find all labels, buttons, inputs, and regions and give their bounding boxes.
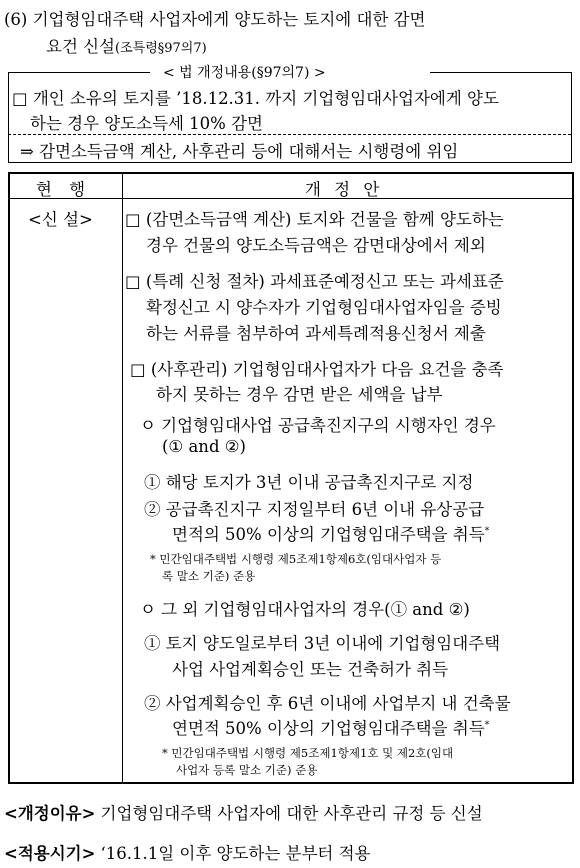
revised-p1-line1: □ (감면소득금액 계산) 토지와 건물을 함께 양도하는 [125,210,504,229]
revised-p2-line3: 하는 서류를 첨부하여 과세특례적용신청서 제출 [146,324,486,343]
column-header-current: 현 행 [36,180,92,199]
revised-p2-line2: 확정신고 시 양수자가 기업형임대사업자임을 증빙 [146,298,502,317]
revised-p3-line1: □ (사후관리) 기업형임대사업자가 다음 요건을 충족 [130,360,504,379]
condition-1-item-1: ① 해당 토지가 3년 이내 공급촉진지구로 지정 [144,473,474,492]
condition-1-note-line2: 록 말소 기준) 준용 [162,569,256,583]
section-subheading [46,33,207,57]
revised-p1-line2: 경우 건물의 양도소득금액은 감면대상에서 제외 [146,236,486,255]
condition-2-note-line1: * 민간임대주택법 시행령 제5조제1항제1호 및 제2호(임대 [162,746,454,760]
column-header-revised: 개 정 안 [305,180,384,199]
amendment-line-3: ⇒ 감면소득금액 계산, 사후관리 등에 대해서는 시행령에 위임 [20,142,459,161]
condition-1-note-line1: * 민간임대주택법 시행령 제5조제1항제6호(임대사업자 등 [150,552,442,566]
revised-p3-line2: 하지 못하는 경우 감면 받은 세액을 납부 [156,385,443,404]
table-column-divider [122,172,123,782]
condition-1-line1: ㅇ 기업형임대사업 공급촉진지구의 시행자인 경우 [140,416,496,435]
condition-2-item-2-line1: ② 사업계획승인 후 6년 이내에 사업부지 내 건축물 [144,694,511,713]
amendment-box-top-left [8,72,150,73]
condition-1-item-2-line2: 면적의 50% 이상의 기업형임대주택을 취득* [172,525,490,544]
revision-reason-label: <개정이유> [4,804,96,823]
amendment-box-title: < 법 개정내용(§97의7) > [163,65,326,81]
application-period-text: ‘16.1.1일 이후 양도하는 분부터 적용 [100,844,371,863]
revised-p2-line1: □ (특례 신청 절차) 과세표준예정신고 또는 과세표준 [125,272,504,291]
table-header-divider [8,198,572,199]
condition-2-note-line2: 사업자 등록 말소 기준) 준용 [176,763,318,777]
amendment-line-1: □ 개인 소유의 토지를 ’18.12.31. 까지 기업형임대사업자에게 양도 [12,89,499,108]
subheading-ref: (조특령§97의7) [115,41,207,56]
revision-reason [4,800,483,824]
condition-2-item-1-line2: 사업 사업계획승인 또는 건축허가 취득 [172,660,449,679]
condition-2-line1: ㅇ 그 외 기업형임대사업자의 경우(① and ②) [140,600,470,619]
condition-1-item-2-text: 면적의 50% 이상의 기업형임대주택을 취득 [172,525,485,544]
subheading-main: 요건 신설 [46,37,116,56]
condition-2-item-1-line1: ① 토지 양도일로부터 3년 이내에 기업형임대주택 [144,634,501,653]
application-period-label: <적용시기> [4,844,96,863]
condition-2-item-2-line2: 연면적 50% 이상의 기업형임대주택을 취득* [172,719,490,738]
condition-1-line2: (① and ②) [162,437,246,456]
application-period [4,840,371,864]
section-heading: (6) 기업형임대주택 사업자에게 양도하는 토지에 대한 감면 [4,10,426,29]
condition-1-item-2-line1: ② 공급촉진지구 지정일부터 6년 이내 유상공급 [144,500,485,519]
amendment-divider [8,134,571,135]
current-cell: <신 설> [28,210,93,229]
revision-reason-text: 기업형임대주택 사업자에 대한 사후관리 규정 등 신설 [100,804,483,823]
amendment-box-top-right [430,72,571,73]
condition-2-item-2-text: 연면적 50% 이상의 기업형임대주택을 취득 [172,719,485,738]
amendment-line-2: 하는 경우 양도소득세 10% 감면 [30,114,263,133]
